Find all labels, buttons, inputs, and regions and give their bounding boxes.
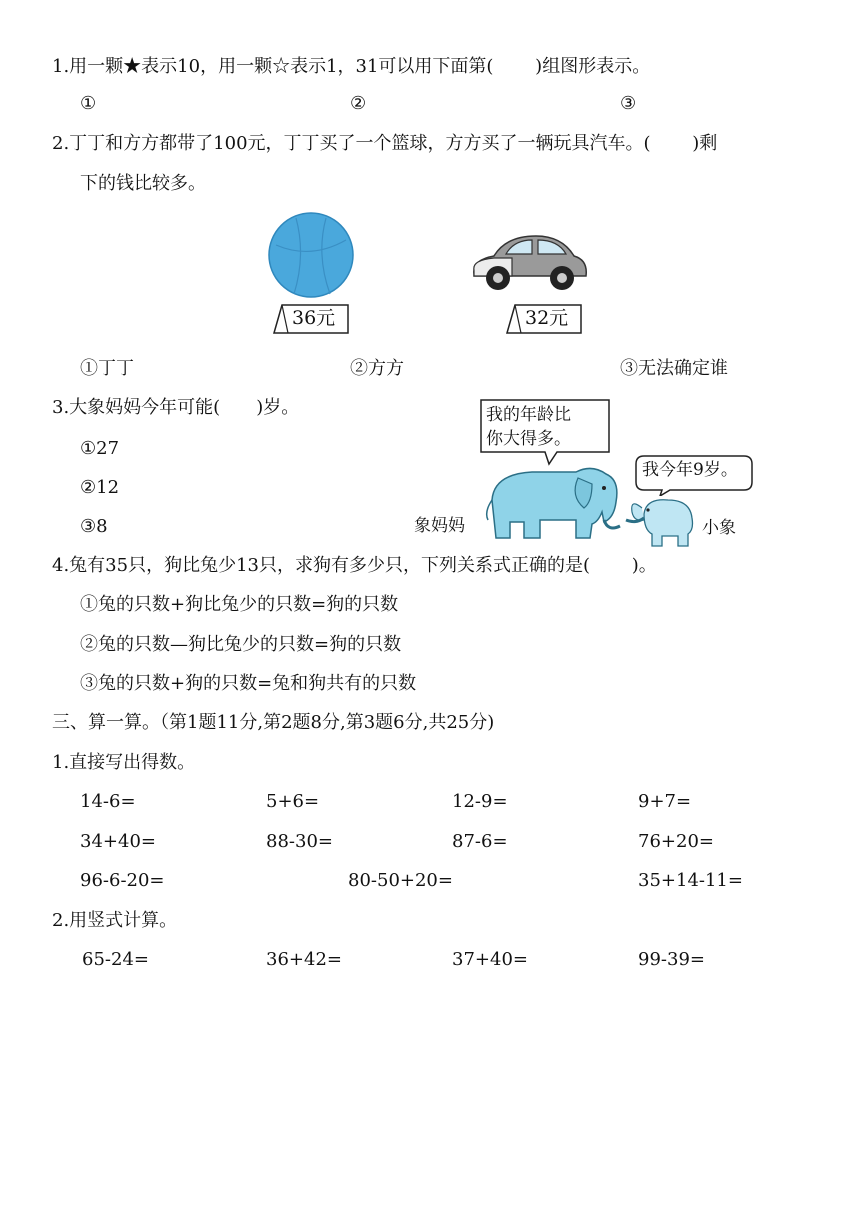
calc-problem: 80-50+20= [348,870,453,891]
car-price-tag [505,303,585,335]
baby-elephant-image [620,490,700,550]
mother-elephant-label: 象妈妈 [414,516,465,536]
car-price: 32元 [525,307,569,329]
question-2-text-line2: 下的钱比较多。 [80,173,206,194]
calc-problem: 35+14-11= [638,870,743,891]
question-1-text: 1.用一颗★表示10，用一颗☆表示1，31可以用下面第( )组图形表示。 [52,56,651,77]
mother-speech-line2: 你大得多。 [486,429,571,449]
question-3-text: 3.大象妈妈今年可能( )岁。 [52,397,300,418]
question-2-option-2[interactable]: ②方方 [350,358,404,379]
vertical-calc-problem: 36+42= [266,949,342,970]
calc-problem: 87-6= [452,831,508,852]
basketball-price-tag [272,303,352,335]
mother-elephant-image [480,460,640,540]
calc-problem: 9+7= [638,791,692,812]
calc-problem: 5+6= [266,791,320,812]
calc-problem: 12-9= [452,791,508,812]
baby-speech: 我今年9岁。 [642,460,738,480]
question-3-option-1[interactable]: ①27 [80,438,120,459]
calc-problem: 96-6-20= [80,870,165,891]
basketball-price: 36元 [292,307,336,329]
calc-problem: 76+20= [638,831,714,852]
question-1-option-1[interactable]: ① [80,93,97,114]
calc-problem: 88-30= [266,831,333,852]
section-3-sub2: 2.用竖式计算。 [52,910,178,931]
question-3-option-2[interactable]: ②12 [80,477,120,498]
vertical-calc-problem: 99-39= [638,949,705,970]
question-2-text-line1: 2.丁丁和方方都带了100元，丁丁买了一个篮球，方方买了一辆玩具汽车。( )剩 [52,133,718,154]
vertical-calc-problem: 37+40= [452,949,528,970]
question-4-option-2[interactable]: ②兔的只数—狗比兔少的只数=狗的只数 [80,634,402,655]
section-3-sub1: 1.直接写出得数。 [52,752,196,773]
mother-speech-line1: 我的年龄比 [486,405,571,425]
section-3-title: 三、算一算。（第1题11分,第2题8分,第3题6分,共25分) [52,712,495,733]
question-2-option-1[interactable]: ①丁丁 [80,358,134,379]
question-3-option-3[interactable]: ③8 [80,516,108,537]
calc-problem: 34+40= [80,831,156,852]
question-1-option-3[interactable]: ③ [620,93,637,114]
question-1-option-2[interactable]: ② [350,93,367,114]
question-2-option-3[interactable]: ③无法确定谁 [620,358,728,379]
question-4-option-3[interactable]: ③兔的只数+狗的只数=兔和狗共有的只数 [80,673,417,694]
question-4-text: 4.兔有35只，狗比兔少13只，求狗有多少只，下列关系式正确的是( )。 [52,555,657,576]
baby-elephant-label: 小象 [702,518,736,538]
basketball-image [266,210,356,300]
toy-car-image [466,230,592,296]
question-4-option-1[interactable]: ①兔的只数+狗比兔少的只数=狗的只数 [80,594,399,615]
vertical-calc-problem: 65-24= [82,949,149,970]
calc-problem: 14-6= [80,791,136,812]
